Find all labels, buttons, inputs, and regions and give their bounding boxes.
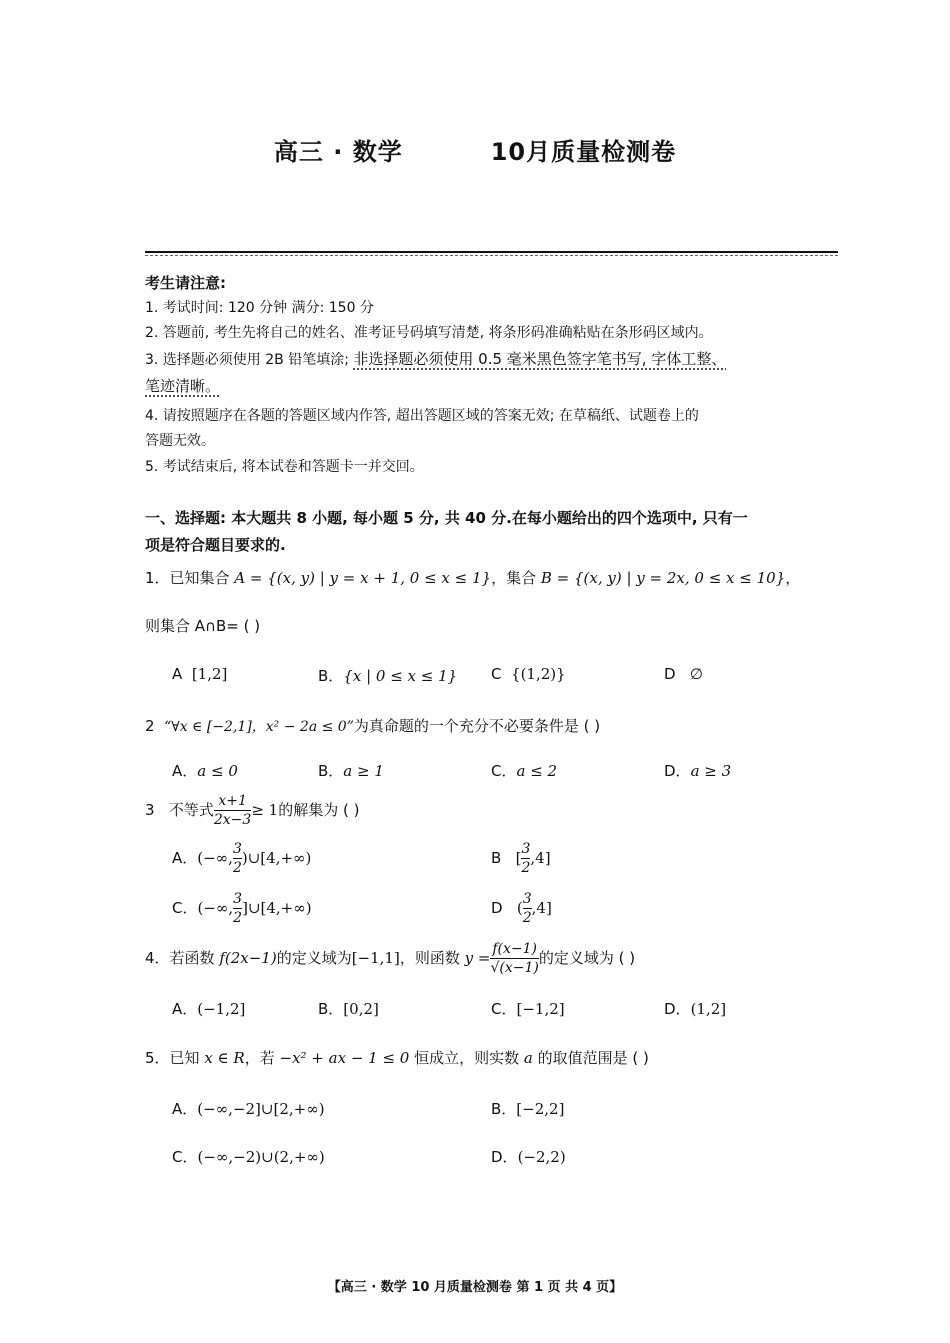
question-1-stem: 1．已知集合 A = {(x, y) | y = x + 1, 0 ≤ x ≤ 1}，集合 B = {(x, y) | y = 2x, 0 ≤ x ≤ 10}， bbox=[145, 569, 801, 587]
q5-option-d: D．(−2,2) bbox=[491, 1148, 566, 1166]
q3-option-d: D ( $\frac{3}{2}$ ,4] bbox=[491, 891, 552, 926]
question-5-stem: 5．已知 x ∈ R，若 −x² + ax − 1 ≤ 0 恒成立，则实数 a 的取值范围是 ( ) bbox=[145, 1049, 649, 1067]
q3-option-a: A．(−∞, $\frac{3}{2}$ )∪[4,+∞) bbox=[172, 841, 312, 876]
q2-option-d: D．a ≥ 3 bbox=[664, 762, 732, 780]
q4-option-b: B．[0,2] bbox=[318, 1000, 379, 1018]
q4-option-a: A．(−1,2] bbox=[172, 1000, 246, 1018]
page-footer: 【高三 · 数学 10 月质量检测卷 第 1 页 共 4 页】 bbox=[327, 1280, 623, 1295]
notice-item-3 bbox=[145, 347, 845, 373]
title-exam: 10月质量检测卷 bbox=[490, 138, 677, 166]
notice-item-4b: 答题无效。 bbox=[145, 433, 215, 449]
question-1-line2: 则集合 A∩B= ( ) bbox=[145, 617, 261, 635]
notice-item-3b: 非选择题必须使用 0.5 毫米黑色签字笔书写, 字体工整、 bbox=[353, 350, 727, 368]
section-heading: 一、选择题: 本大题共 8 小题, 每小题 5 分, 共 40 分.在每小题给出的四个选项中, 只有一 项是符合题目要求的. bbox=[145, 509, 748, 554]
q5-option-b: B．[−2,2] bbox=[491, 1100, 565, 1118]
notice-item-5: 5. 考试结束后, 将本试卷和答题卡一并交回。 bbox=[145, 459, 424, 475]
notice-item-3a: 3. 选择题必须使用 2B 铅笔填涂; bbox=[145, 352, 354, 368]
q1-option-a: A [1,2] bbox=[172, 665, 228, 683]
notice-item-3c: 笔迹清晰。 bbox=[145, 377, 221, 395]
notice-heading: 考生请注意: bbox=[145, 274, 226, 292]
title-subject: 高三 · 数学 bbox=[273, 138, 403, 166]
q2-option-c: C．a ≤ 2 bbox=[491, 762, 558, 780]
q4-fraction: $\frac{f(x-1)}{√(x-1)}$ bbox=[490, 941, 539, 976]
q1-option-c: C {(1,2)} bbox=[491, 665, 566, 683]
q2-option-b: B．a ≥ 1 bbox=[318, 762, 384, 780]
question-3-stem: 3 不等式 $\frac{x+1}{2x-3}$ ≥ 1的解集为 ( ) bbox=[145, 793, 360, 828]
q3-option-c: C．(−∞, $\frac{3}{2}$ ]∪[4,+∞) bbox=[172, 891, 312, 926]
q3-fraction: $\frac{x+1}{2x-3}$ bbox=[213, 793, 252, 828]
q4-option-d: D．(1,2] bbox=[664, 1000, 727, 1018]
set-a: A = {(x, y) | y = x + 1, 0 ≤ x ≤ 1} bbox=[234, 569, 492, 587]
q1-option-d: D ∅ bbox=[664, 665, 703, 683]
q3-option-b: B [ $\frac{3}{2}$ ,4] bbox=[491, 841, 551, 876]
set-b: B = {(x, y) | y = 2x, 0 ≤ x ≤ 10} bbox=[540, 569, 786, 587]
q2-option-a: A．a ≤ 0 bbox=[172, 762, 238, 780]
notice-item-4: 4. 请按照题序在各题的答题区域内作答, 超出答题区域的答案无效; 在草稿纸、试题卷上的 bbox=[145, 408, 699, 424]
question-4-stem: 4．若函数 f(2x−1)的定义域为[−1,1]，则函数 y = $\frac{f(x-1)}{√(x-1)}$ 的定义域为 ( ) bbox=[145, 941, 636, 976]
q5-option-c: C．(−∞,−2)∪(2,+∞) bbox=[172, 1148, 325, 1166]
header-rule-thin bbox=[145, 255, 838, 256]
header-rule bbox=[145, 251, 838, 253]
q4-option-c: C．[−1,2] bbox=[491, 1000, 565, 1018]
page-title bbox=[0, 132, 950, 167]
notice-item-1: 1. 考试时间: 120 分钟 满分: 150 分 bbox=[145, 300, 374, 316]
question-2-stem: 2 “∀x ∈ [−2,1]，x² − 2a ≤ 0”为真命题的一个充分不必要条件是 ( ) bbox=[145, 717, 601, 735]
notice-item-2: 2. 答题前, 考生先将自己的姓名、准考证号码填写清楚, 将条形码准确粘贴在条形码区域内。 bbox=[145, 325, 713, 341]
q1-option-b: B．{x | 0 ≤ x ≤ 1} bbox=[318, 667, 458, 685]
q5-option-a: A．(−∞,−2]∪[2,+∞) bbox=[172, 1100, 325, 1118]
